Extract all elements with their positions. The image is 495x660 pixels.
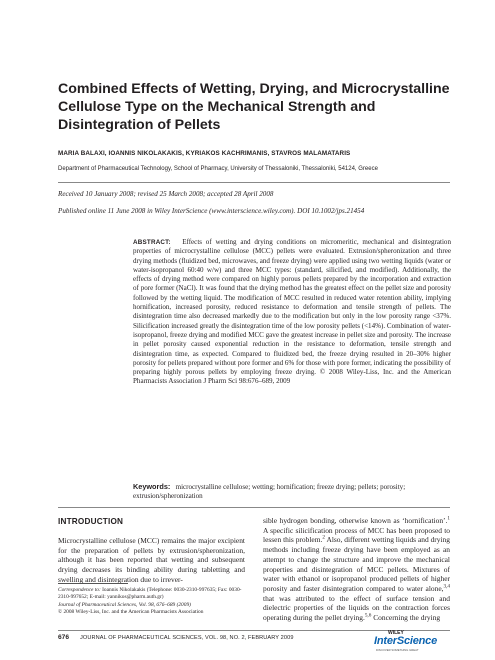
page-number: 676 [58, 634, 70, 641]
keywords [133, 482, 451, 502]
body-text: A specific silicification process of MCC has been proposed to lessen this problem. [263, 525, 450, 545]
keywords-label: Keywords: [133, 482, 171, 491]
paper-title: Combined Effects of Wetting, Drying, and Microcrystalline Cellulose Type on the Mechanical Strength and Disintegration of Pellets [58, 81, 450, 133]
body-text: sible hydrogen bonding, otherwise known as ‘hornification’. [263, 516, 448, 525]
logo-tagline: DISCOVER SOMETHING GREAT [376, 648, 419, 652]
section-heading-introduction: INTRODUCTION [58, 517, 124, 526]
body-column-right [263, 516, 450, 623]
body-text: Concerning the drying [371, 613, 441, 623]
citation-ref: 3,4 [443, 583, 450, 590]
abstract-divider [58, 507, 450, 508]
citation-ref: 1 [447, 515, 450, 522]
abstract [133, 238, 451, 387]
citation-line [58, 602, 248, 609]
footnote-divider [58, 583, 128, 584]
abstract-text: Effects of wetting and drying conditions on micromeritic, mechanical and disintegration properties of microcrystalline cellulose (MCC) pellets were evaluated. Extrusion/spheronization and three drying methods (fluidized bed, microwaves, and freeze drying) were applied using two wetting liquids (water or water-isopropanol 60:40 w/w) and three MCC types: (standard, silicified, and modified). Additionally, the effects of drying method were compared on highly porous pellets prepared by the incorporation and extraction of pore former (NaCl). It was found that the drying method has the greatest effect on the pellet size and porosity followed by the wetting liquid. The modification of MCC resulted in reduced water retention ability, implying hornification, increased porosity, reduced resistance to deformation and tensile strength of pellets. The disintegration time also decreased markedly due to the modification but only in the low porosity range <37%. Silicification increased greatly the disintegration time of the low porosity pellets (<14%). Combination of water-isopropanol, freeze drying and modified MCC gave the greatest increase in pellet size and porosity. The increase in pellet porosity caused exponential reduction in the resistance to deformation, tensile strength and disintegration time, as expected. Compared to fluidized bed, the freeze drying resulted in 20–30% higher porosity for pellets prepared without pore former and 6% for those with pore former, indicating the possibility of preparing highly porous pellets by employing freeze drying. © 2008 Wiley-Liss, Inc. and the American Pharmacists Association J Pharm Sci 98:676–689, 2009 [133, 238, 451, 386]
citation-ref: 5,6 [364, 612, 372, 619]
journal-running-footer: JOURNAL OF PHARMACEUTICAL SCIENCES, VOL. 98, NO. 2, FEBRUARY 2009 [80, 635, 294, 641]
body-text: that was attributed to the effect of surface tension and dielectric properties of the liquids on the contraction forces operating during the pellet drying. [263, 593, 450, 623]
logo-interscience-text: InterScience [374, 635, 438, 647]
copyright-line: © 2008 Wiley-Liss, Inc. and the American Pharmacists Association [58, 608, 204, 615]
footnote [58, 587, 248, 615]
author-list: MARIA BALAXI, IOANNIS NIKOLAKAKIS, KYRIAKOS KACHRIMANIS, STAVROS MALAMATARIS [58, 150, 351, 157]
body-text: Also, different wetting liquids and drying methods including freeze drying have been employed as an attempt to change the structure and improve the mechanical properties and disintegration of MCC pellets. Mixtures of water with ethanol or isopropanol produced pellets of higher porosity and faster disintegration compared to water alone, [263, 535, 450, 593]
header-divider [58, 182, 450, 183]
correspondence-label: Correspondence to: [58, 587, 101, 593]
received-dates: Received 10 January 2008; revised 25 March 2008; accepted 28 April 2008 [58, 190, 274, 198]
wiley-interscience-logo [374, 630, 452, 652]
correspondence-details: Ioannis Nikolakakis (Telephone: 0030-2310-997635; Fax: 0030-2310-997652; E-mail: yannikos@pharm.auth.gr) [58, 587, 242, 600]
citation-text: Journal of Pharmaceutical Sciences, Vol. 98, 676–689 (2009) [58, 602, 191, 609]
affiliation: Department of Pharmaceutical Technology, School of Pharmacy, University of Thessaloniki, Thessaloniki, 54124, Greece [58, 166, 378, 172]
publication-info: Published online 11 June 2008 in Wiley InterScience (www.interscience.wiley.com). DOI 10.1002/jps.21454 [58, 207, 365, 215]
keywords-text: microcrystalline cellulose; wetting; hornification; freeze drying; pellets; porosity; extrusion/spheronization [133, 483, 406, 501]
abstract-label: ABSTRACT: [133, 239, 171, 246]
citation-ref: 2 [322, 534, 325, 541]
body-column-left: Microcrystalline cellulose (MCC) remains the major excipient for the preparation of pellets by extrusion/spheronization, although it has been reported that wetting and subsequent drying decreases its binding ability during tabletting and swelling and disintegration due to irrever- [58, 536, 245, 584]
logo-wiley-text: WILEY [388, 630, 404, 636]
